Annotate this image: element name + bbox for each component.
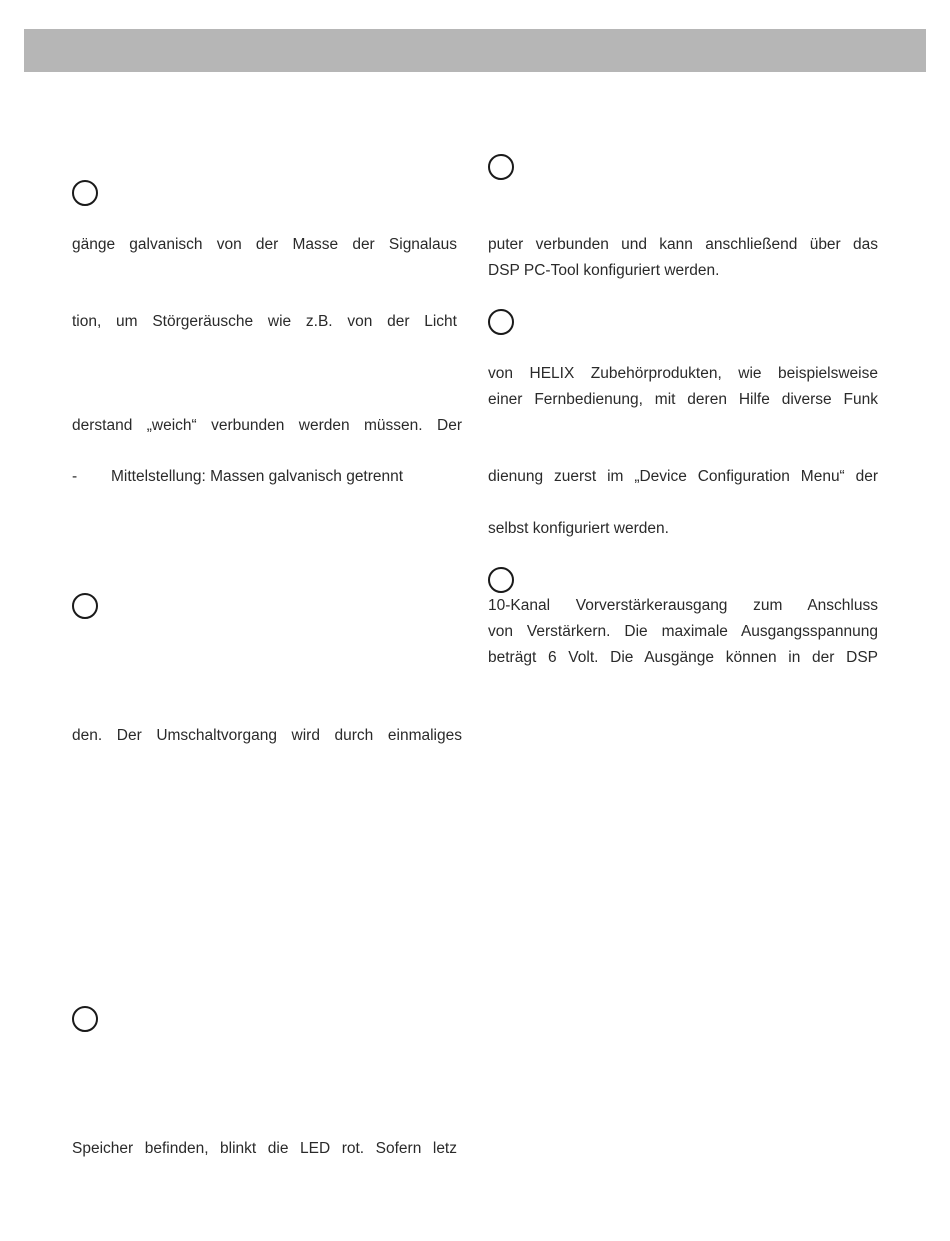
text-line: selbst konfiguriert werden. (488, 520, 669, 537)
text-line: puter verbunden und kann anschließend über das (488, 236, 878, 253)
section-marker-circle (488, 309, 514, 335)
text-line: derstand „weich“ verbunden werden müssen. Der (72, 417, 462, 434)
text-line: tion, um Störgeräusche wie z.B. von der Licht (72, 313, 457, 330)
section-marker-circle (488, 567, 514, 593)
header-bar (24, 29, 926, 72)
text-line: 10-Kanal Vorverstärkerausgang zum Anschluss (488, 597, 878, 614)
bullet-text: Mittelstellung: Massen galvanisch getrennt (111, 468, 404, 485)
text-line: dienung zuerst im „Device Configuration Menu“ der (488, 468, 878, 485)
section-marker-circle (488, 154, 514, 180)
text-line: Speicher befinden, blinkt die LED rot. Sofern letz (72, 1140, 457, 1157)
text-line: von HELIX Zubehörprodukten, wie beispielsweise (488, 365, 878, 382)
section-marker-circle (72, 1006, 98, 1032)
text-line: DSP PC-Tool konfiguriert werden. (488, 262, 720, 279)
text-line: gänge galvanisch von der Masse der Signalaus (72, 236, 457, 253)
text-line: den. Der Umschaltvorgang wird durch einmaliges (72, 727, 462, 744)
section-marker-circle (72, 180, 98, 206)
text-line: von Verstärkern. Die maximale Ausgangsspannung (488, 623, 878, 640)
text-line: einer Fernbedienung, mit deren Hilfe diverse Funk (488, 391, 878, 408)
section-marker-circle (72, 593, 98, 619)
bullet-dash: - (72, 468, 78, 485)
text-line: beträgt 6 Volt. Die Ausgänge können in der DSP (488, 649, 878, 666)
